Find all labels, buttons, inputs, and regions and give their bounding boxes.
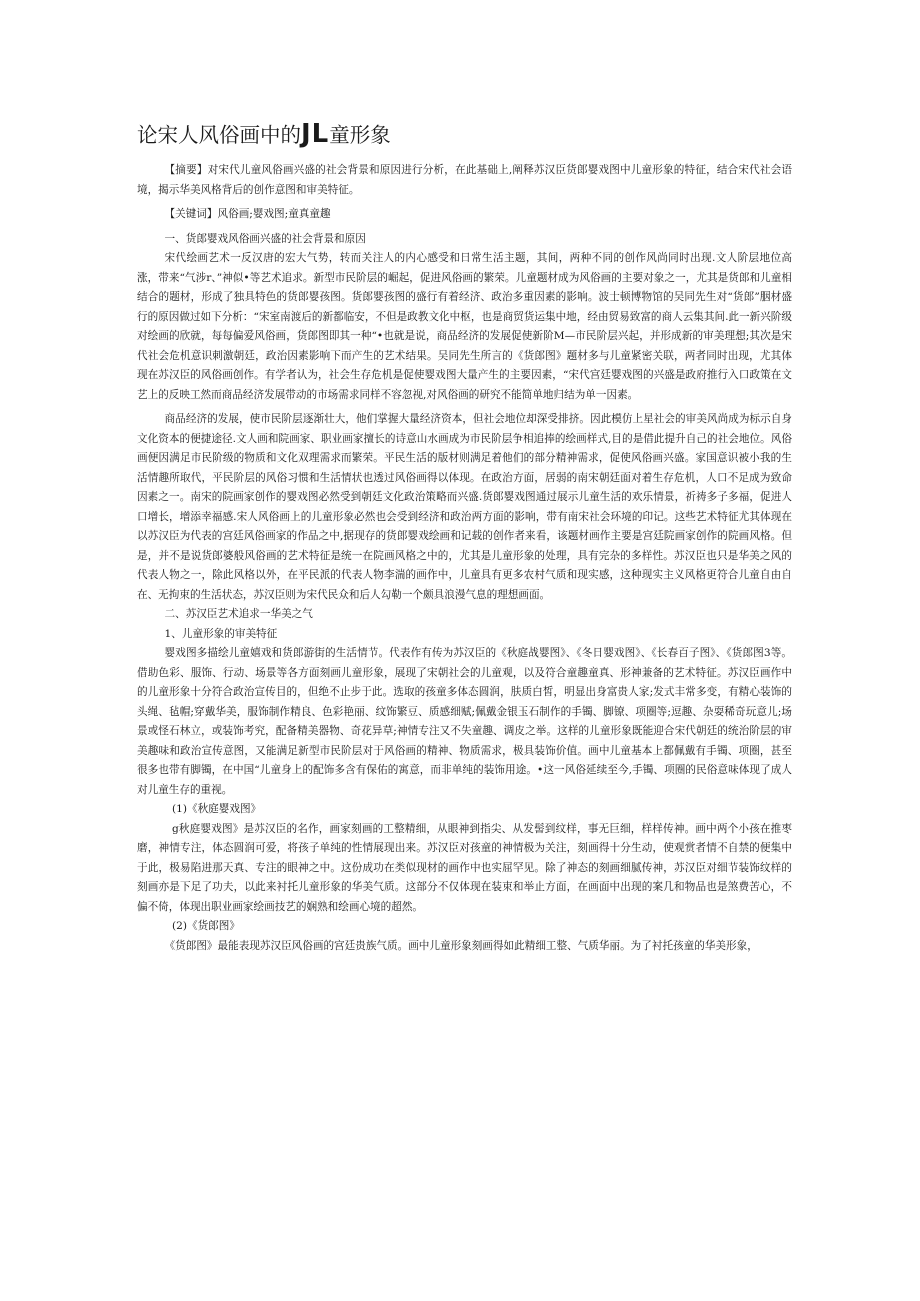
paragraph: 婴戏图多描绘儿童嬉戏和货郎游街的生活情节。代表作有传为苏汉臣的《秋庭战婴图》、《冬日婴戏图》、《长春百子图》、《货郎图3等。借助色彩、服饰、行动、场景等各方面刻画儿童形象，展现了宋朝社会的儿童观，以及符合童趣童真、形神兼备的艺术特征。苏汉臣画作中的儿童形象十分符合政治宣传目的，但绝不止步于此。选取的孩童多体态圆润，肤质白皙，明显出身富贵人家;发式丰常多变，有精心装饰的头绳、毡帽;穿戴华美，服饰制作精良、色彩艳丽、纹饰繁豆、质感细赋;佩戴金银玉石制作的手镯、脚镣、项圈等;逗趣、杂耍稀奇玩意儿;场景或怪石林立，或装饰考究，配备精美器物、奇花异草;神情专注又不失童趣、调皮之举。这样的儿童形象既能迎合宋代朝廷的统治阶层的审美趣味和政治宣传意图，又能满足新型市民阶层对于风俗画的精神、物质需求，极具装饰价值。画中儿童基本上都佩戴有手镯、项圈，甚至很多也带有脚镯，在中国“儿童身上的配饰多含有保佑的寓意，而非单纯的装饰用途。•这一风俗延续至今,手镯、项圈的民俗意味体现了成人对儿童生存的重视。 (137, 647, 792, 796)
paragraph: 商品经济的发展，使市民阶层逐渐壮大，他们掌握大量经济资本，但社会地位却深受排挤。因此模仿上星社会的审美风尚成为标示自身文化资本的便捷途径.文人画和院画家、职业画家擅长的诗意山水画成为市民阶层争相追捧的绘画样式,目的是借此提升自己的社会地位。风俗画便因满足市民阶级的物质和文化双理需求而繁荣。平民生活的版材则满足着他们的部分精神需求，促使风俗画兴盛。家国意识被小我的生活情趣所取代，平民阶层的风俗习惯和生活情状也透过风俗画得以体现。在政治方面，居弱的南宋朝廷面对着生存危机，人口不足成为致命因素之一。南宋的院画家创作的婴戏图必然受到朝廷文化政治策略而兴盛.货郎婴戏图通过展示儿童生活的欢乐情景，祈祷多子多福，促进人口增长，增添幸福感.宋人风俗画上的儿童形象必然也会受到经济和政治两方面的影响，带有南宋社会环境的印记。这些艺术特征尤其体现在以苏汉臣为代表的宫廷风俗画家的作品之中,据现存的货郎婴戏绘画和记载的创作者来看，该题材画作主要是宫廷院画家创作的院画风格。但是，并不是说货郎婆般风俗画的艺术特征是统一在院画风格之中的，尤其是儿童形象的处理，具有完杂的多样性。苏汉臣也只是华美之风的代表人物之一，除此风格以外，在平民派的代表人物李湍的画作中，儿童具有更多农村气质和现实感，这种现实主义风格更符合儿童自由自在、无拘束的生活状态，苏汉臣则为宋代民众和后人勾勒一个颇具浪漫气息的理想画面。 (137, 413, 792, 601)
section-heading-2: 二、苏汉臣艺术追求一华美之气 (164, 608, 313, 620)
section-heading-1: 一、货郎婴戏风俗画兴盛的社会背景和原因 (164, 232, 366, 245)
title-part-2: JL (301, 119, 330, 149)
title-part-1: 论宋人风俗画中的 (137, 123, 301, 147)
title-part-3: 童形象 (329, 123, 391, 147)
subsection-heading: 1、儿童形象的审美特征 (164, 627, 278, 640)
sub-heading-1: (1)《秋庭婴戏图》 (171, 803, 262, 815)
document-page (137, 118, 792, 956)
page-title (137, 118, 792, 149)
paragraph: 宋代绘画艺术一反汉唐的宏大气势，转而关注人的内心感受和日常生活主题，其间，两种不同的创作风尚同时出现.文人阶层地位高涨，带来“气涉r、”神似•等艺术追求。新型市民阶层的崛起，促进风俗画的繁荣。儿童题材成为风俗画的主要对象之一，尤其是货郎和儿童相结合的题材，形成了独具特色的货郎婴孩图。货郎婴孩图的盛行有着经济、政治多重因素的影响。波士顿博物馆的吴同先生对“货郎”胭材盛行的原因做过如下分析：“宋室南渡后的新都临安，不但是政教文化中枢，也是商贸货运集中地，经由贸易致富的商人云集其间.此一新兴阶级对绘画的欣就，每每偏爱风俗画，货郎图即其一种“•也就是说，商品经济的发展促使新阶M—市民阶层兴起，并形成新的审美理想;其次是宋代社会危机意识刺激朝廷，政治因素影响下而产生的艺术结果。吴同先生所言的《货郎图》题材多与儿童紧密关联，两者同时出现，尤其体现在苏汉臣的风俗画创作。有学者认为，社会生存危机是促使婴戏图大量产生的主要因素，“宋代宫廷婴戏图的兴盛是政府推行入口政策在文艺上的反映工然而商品经济发展带动的市场需求同样不容忽视,对风俗画的研究不能简单地归结为单一因素。 (137, 252, 792, 401)
keywords: 【关键词】风俗画;婴戏图;童真童趣 (164, 208, 331, 220)
abstract: 【摘要】对宋代儿童风俗画兴盛的社会背景和原因进行分析，在此基础上,阐释苏汉臣货郎婴戏图中儿童形象的特征，结合宋代社会语境，揭示华美风格背后的创作意图和审美特征。 (137, 164, 792, 196)
paragraph: 《货郎图》最能表现苏汉臣风俗画的宫廷贵族气质。画中儿童形象刻画得如此精细工整、气质华丽。为了衬托孩童的华美形象， (164, 939, 758, 952)
paragraph: g秋庭婴戏图》是苏汉臣的名作，画家刻画的工整精细，从眼神到指尖、从发髻到纹样，事无巨细，样样传神。画中两个小孩在推枣磨，神情专注，体态圆润可爱，将孩子单纯的性情展现出来。苏汉臣对孩童的神情极为关注，刻画得十分生动，使观赏者情不自禁的便集中于此，极易陷进那天真、专注的眼神之中。这份成功在类似现材的画作中也实屈罕见。除了神态的刻画细腻传神，苏汉臣对细节装饰纹样的刻画亦是下足了功夫，以此来衬托儿童形象的华美气质。这部分不仅体现在装束和举止方面，在画面中出现的案几和物品也是煞费苦心，不偏不倚，体现出职业画家绘画技艺的娴熟和绘画心境的超然。 (137, 822, 792, 913)
sub-heading-2: (2)《货郎图》 (171, 920, 240, 932)
